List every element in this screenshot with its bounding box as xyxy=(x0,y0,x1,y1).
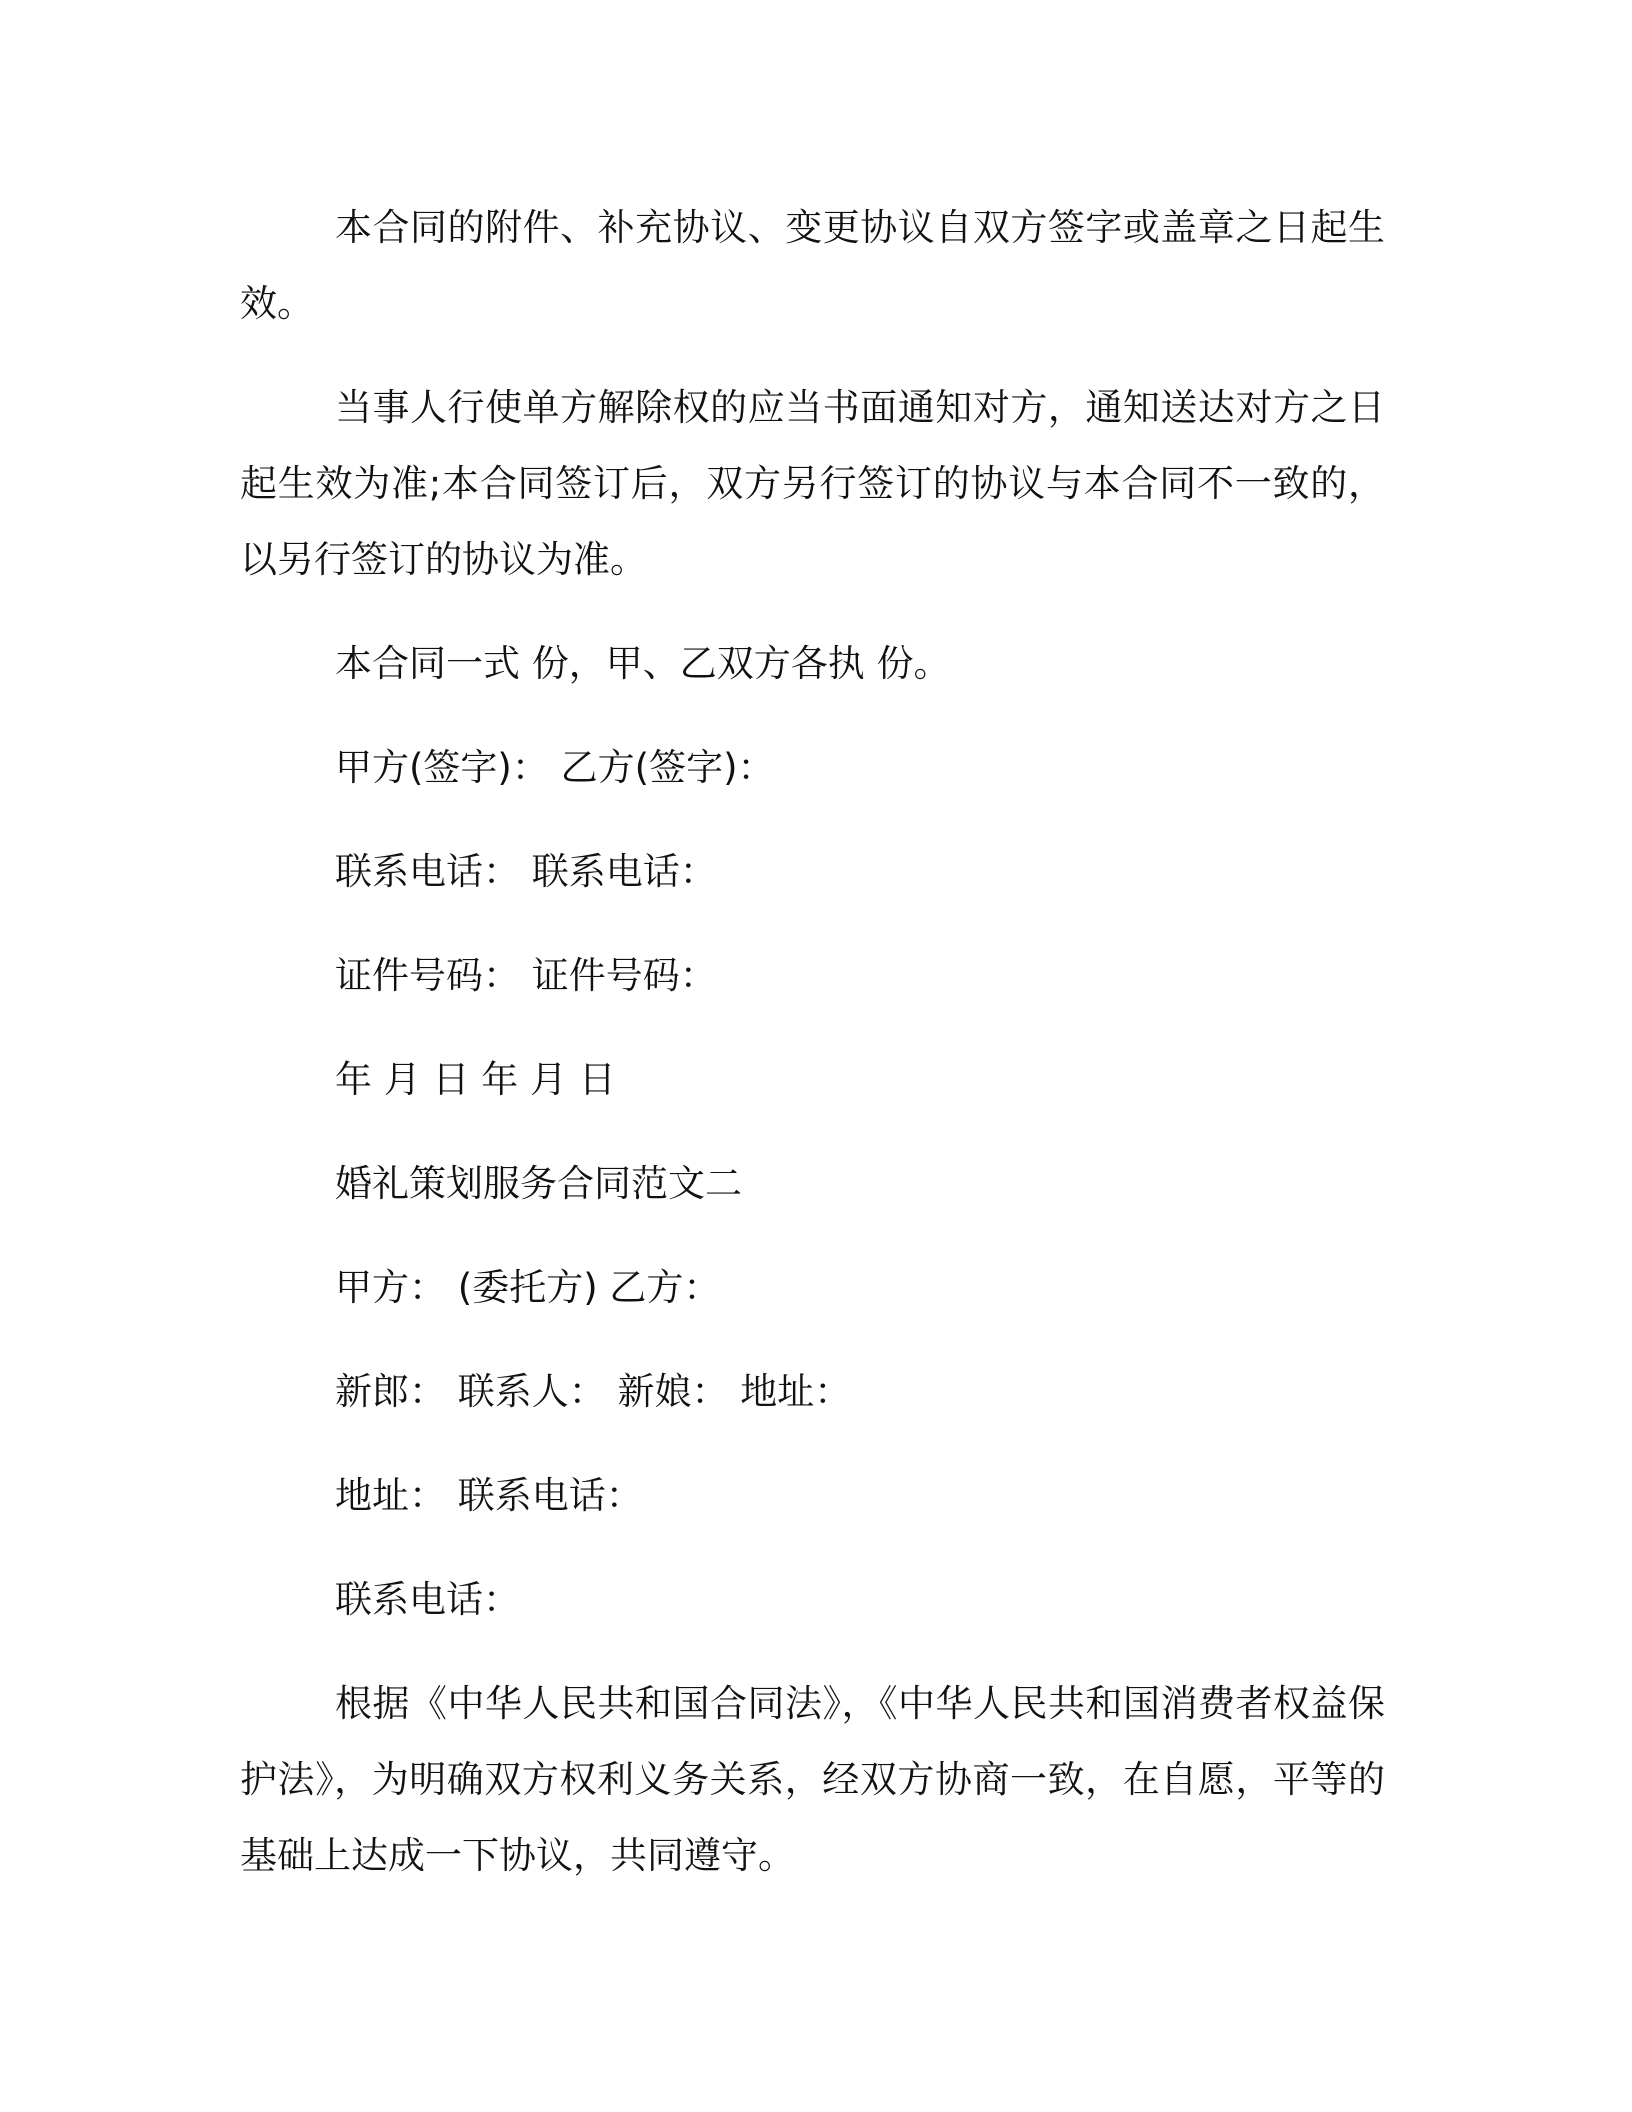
date-line: 年 月 日 年 月 日 xyxy=(335,1058,616,1101)
signature-line: 甲方(签字)： 乙方(签字)： xyxy=(335,746,775,789)
paragraph-attachments-effective: 本合同的附件、补充协议、变更协议自双方签字或盖章之日起生效。 xyxy=(240,206,1385,325)
id-number-line: 证件号码： 证件号码： xyxy=(335,954,717,997)
paragraph-legal-basis: 根据《中华人民共和国合同法》，《中华人民共和国消费者权益保护法》，为明确双方权利义务关系，经双方协商一致，在自愿，平等的基础上达成一下协议，共同遵守。 xyxy=(240,1682,1385,1877)
document-body xyxy=(240,190,1385,1922)
address-phone-line: 地址： 联系电话： xyxy=(335,1474,643,1517)
paragraph-copies: 本合同一式 份，甲、乙双方各执 份。 xyxy=(335,642,951,685)
party-a-line: 甲方： (委托方) 乙方： xyxy=(335,1266,721,1309)
contact-phone-line: 联系电话： xyxy=(335,1578,520,1621)
groom-bride-line: 新郎： 联系人： 新娘： 地址： xyxy=(335,1370,852,1413)
phone-line: 联系电话： 联系电话： xyxy=(335,850,717,893)
section-title: 婚礼策划服务合同范文二 xyxy=(335,1162,742,1205)
paragraph-termination-notice: 当事人行使单方解除权的应当书面通知对方，通知送达对方之日起生效为准;本合同签订后，双方另行签订的协议与本合同不一致的，以另行签订的协议为准。 xyxy=(240,386,1385,581)
